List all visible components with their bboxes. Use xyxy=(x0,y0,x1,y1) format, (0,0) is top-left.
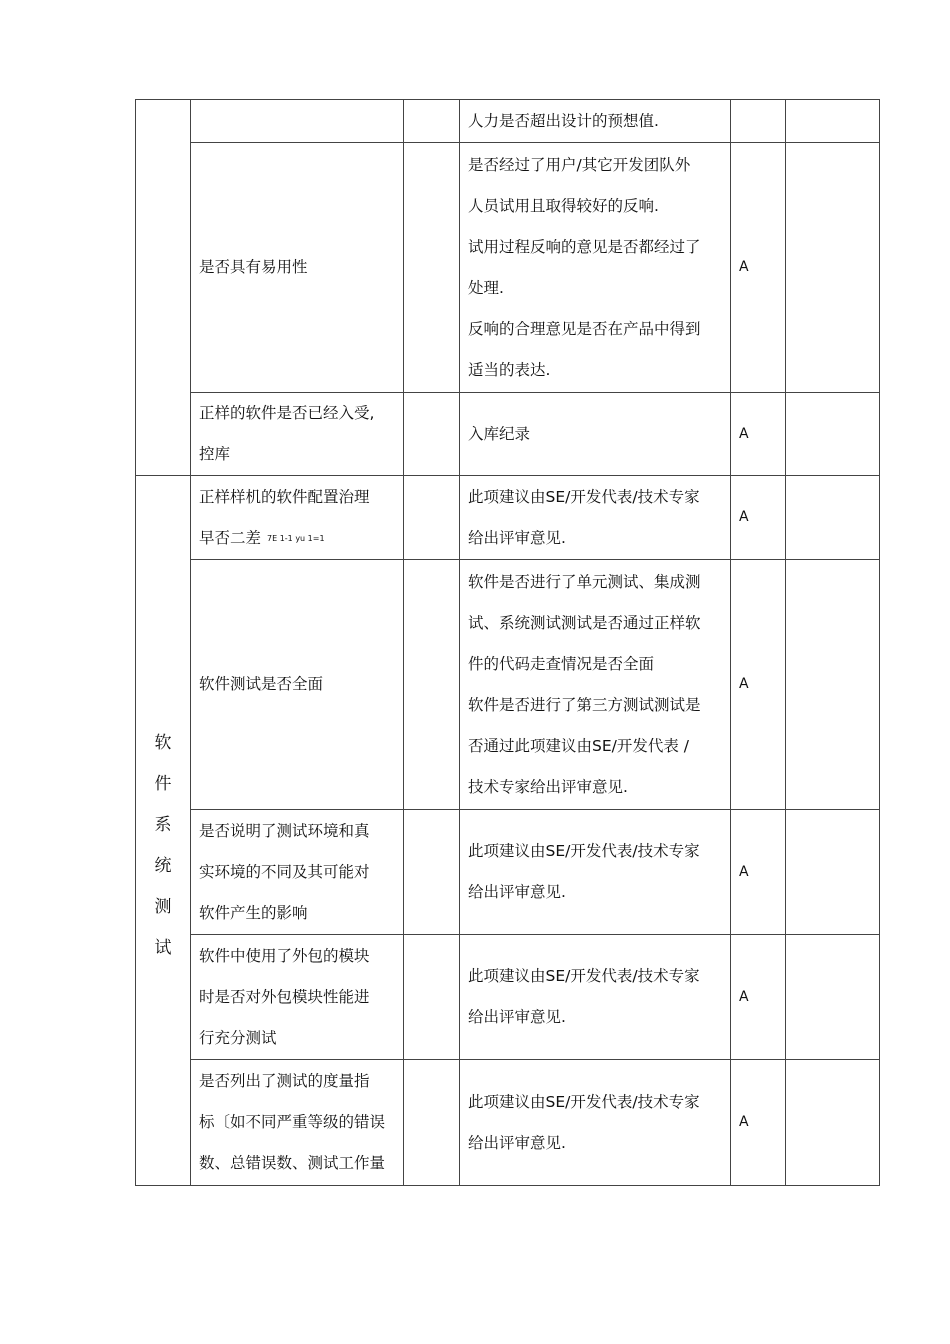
item-cell xyxy=(191,810,404,935)
grade-cell xyxy=(731,143,786,393)
desc-cell xyxy=(460,935,731,1060)
note-cell xyxy=(786,1060,880,1186)
desc-cell xyxy=(460,810,731,935)
item-cell xyxy=(191,143,404,393)
table-row xyxy=(136,143,880,393)
category-cell-prev xyxy=(136,100,191,476)
review-table xyxy=(135,99,880,1186)
desc-cell xyxy=(460,476,731,560)
grade-text: A xyxy=(739,259,749,275)
table-row xyxy=(136,560,880,810)
blank-cell xyxy=(404,935,460,1060)
desc-cell xyxy=(460,393,731,476)
grade-cell xyxy=(731,100,786,143)
blank-cell xyxy=(404,143,460,393)
table-row xyxy=(136,810,880,935)
table-row xyxy=(136,393,880,476)
category-label: 软 件 系 统 测 试 xyxy=(154,732,172,958)
note-cell xyxy=(786,935,880,1060)
grade-text: A xyxy=(739,676,749,692)
grade-cell xyxy=(731,1060,786,1186)
item-text: 是否列出了测试的度量指 标〔如不同严重等级的错误 数、总错误数、测试工作量 xyxy=(199,1072,386,1172)
blank-cell xyxy=(404,100,460,143)
blank-cell xyxy=(404,810,460,935)
item-cell xyxy=(191,393,404,476)
desc-text: 此项建议由SE/开发代表/技术专家 给出评审意见. xyxy=(468,842,700,901)
blank-cell xyxy=(404,393,460,476)
desc-cell xyxy=(460,560,731,810)
desc-text: 软件是否进行了单元测试、集成测 试、系统测试测试是否通过正样软 件的代码走查情况是否全面 软件是否进行了第三方测试测试是 否通过此项建议由SE/开发代表 / 技术专家给出评审意见. xyxy=(468,572,701,796)
item-cell xyxy=(191,476,404,560)
item-cell xyxy=(191,100,404,143)
grade-text: A xyxy=(739,509,749,525)
note-cell xyxy=(786,810,880,935)
table-row xyxy=(136,476,880,560)
item-cell xyxy=(191,1060,404,1186)
item-text: 正样的软件是否已经入受, 控库 xyxy=(199,404,375,463)
desc-cell xyxy=(460,100,731,143)
grade-cell xyxy=(731,810,786,935)
desc-text: 此项建议由SE/开发代表/技术专家 给出评审意见. xyxy=(468,1092,700,1152)
item-note: 7E 1-1 yu 1=1 xyxy=(267,533,325,543)
grade-text: A xyxy=(739,988,749,1005)
grade-cell xyxy=(731,560,786,810)
desc-cell xyxy=(460,143,731,393)
grade-text: A xyxy=(739,863,749,880)
item-text: 软件中使用了外包的模块 时是否对外包模块性能进 行充分测试 xyxy=(199,946,370,1047)
item-text: 正样样机的软件配置治理 早否二差 xyxy=(199,487,370,547)
note-cell xyxy=(786,100,880,143)
desc-text: 此项建议由SE/开发代表/技术专家 给出评审意见. xyxy=(468,967,700,1026)
desc-text: 此项建议由SE/开发代表/技术专家 给出评审意见. xyxy=(468,487,700,547)
category-cell xyxy=(136,476,191,1186)
note-cell xyxy=(786,143,880,393)
note-cell xyxy=(786,393,880,476)
grade-text: A xyxy=(739,425,749,442)
item-text: 是否说明了测试环境和真 实环境的不同及其可能对 软件产生的影响 xyxy=(199,821,370,922)
item-cell xyxy=(191,935,404,1060)
blank-cell xyxy=(404,1060,460,1186)
grade-cell xyxy=(731,476,786,560)
desc-text: 人力是否超出设计的预想值. xyxy=(468,111,659,130)
blank-cell xyxy=(404,476,460,560)
grade-cell xyxy=(731,393,786,476)
item-text: 软件测试是否全面 xyxy=(199,675,324,693)
blank-cell xyxy=(404,560,460,810)
table-row xyxy=(136,935,880,1060)
desc-text: 入库纪录 xyxy=(468,424,531,443)
table-row xyxy=(136,1060,880,1186)
desc-text: 是否经过了用户/其它开发团队外 人员试用且取得较好的反响. 试用过程反响的意见是否都经过了 处理. 反响的合理意见是否在产品中得到 适当的表达. xyxy=(468,155,701,379)
table-row xyxy=(136,100,880,143)
grade-cell xyxy=(731,935,786,1060)
desc-cell xyxy=(460,1060,731,1186)
note-cell xyxy=(786,476,880,560)
note-cell xyxy=(786,560,880,810)
grade-text: A xyxy=(739,1114,749,1130)
item-cell xyxy=(191,560,404,810)
item-text: 是否具有易用性 xyxy=(199,258,308,276)
